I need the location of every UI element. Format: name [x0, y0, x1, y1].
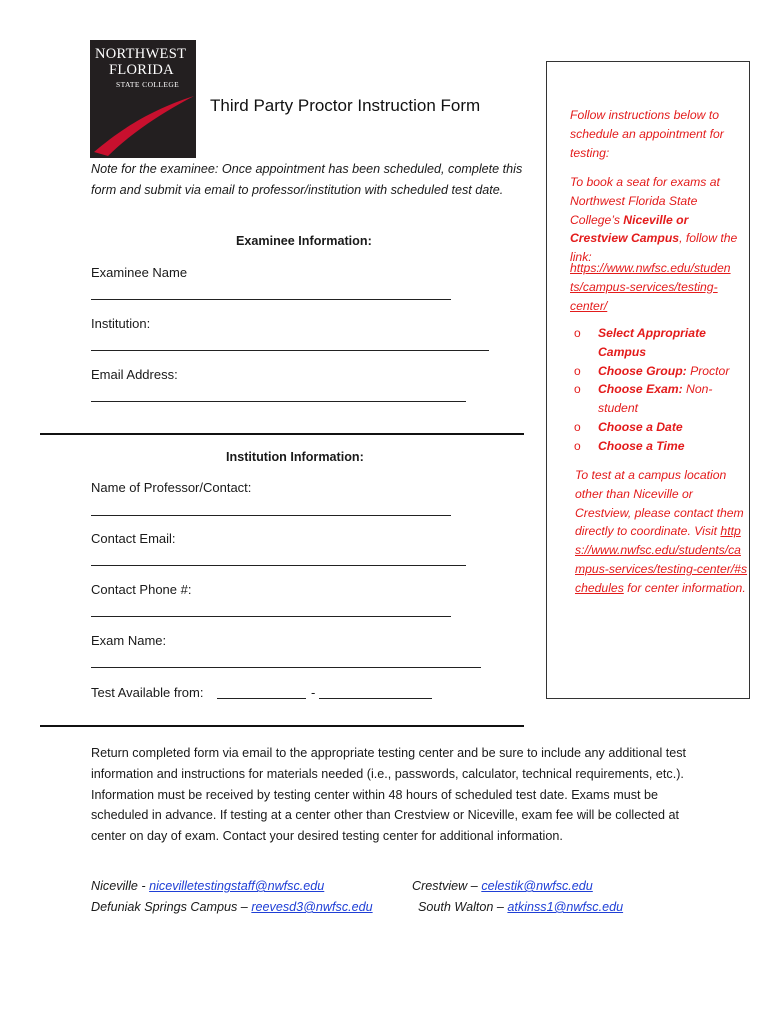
step-bold-text: Choose a Date — [598, 419, 683, 434]
section-divider — [40, 433, 524, 435]
booking-campus: Niceville or Crestview Campus — [570, 212, 689, 246]
list-item — [574, 418, 744, 437]
list-item — [574, 362, 744, 381]
contact-campus: Crestview — [412, 879, 468, 893]
institution-field[interactable] — [91, 350, 489, 351]
testing-center-link-line-1[interactable]: https://www.nwfsc.edu/studen — [570, 261, 731, 275]
contact-email-label: Contact Email: — [91, 531, 176, 546]
email-address-field[interactable] — [91, 401, 466, 402]
list-bullet: o — [574, 438, 581, 453]
contact-separator: – — [493, 900, 508, 914]
section-divider — [40, 725, 524, 727]
form-title: Third Party Proctor Instruction Form — [210, 96, 481, 115]
testing-center-link[interactable] — [570, 259, 750, 315]
contact-email-field[interactable] — [91, 565, 466, 566]
contact-separator: - — [137, 879, 150, 893]
list-bullet: o — [574, 419, 581, 434]
list-item — [574, 324, 744, 362]
booking-instructions — [570, 173, 748, 267]
test-available-separator: - — [311, 685, 316, 700]
logo-line-3: STATE COLLEGE — [116, 80, 180, 89]
instructions-intro: Follow instructions below to schedule an appointment for testing: — [570, 108, 724, 160]
contact-campus: Niceville — [91, 879, 138, 893]
step-text: Non-student — [598, 382, 713, 416]
list-item — [574, 437, 744, 456]
examinee-section-heading: Examinee Information: — [236, 234, 372, 248]
contact-phone-label: Contact Phone #: — [91, 582, 192, 597]
contact-campus: South Walton — [418, 900, 494, 914]
return-instructions: Return completed form via email to the appropriate testing center and be sure to include any additional test information and instructions for materials needed (i.e., passwords, calculator, technical requirements, etc.). Information must be received by testing center within 48 hours of scheduled test date. Exams must be scheduled in advance. If testing at a center other than Crestview or Niceville, exam fee will be collected at center on day of exam. Contact your desired testing center for additional information. — [91, 746, 687, 844]
logo-line-1: NORTHWEST — [95, 46, 187, 62]
examinee-name-field[interactable] — [91, 299, 451, 300]
contact-email-link[interactable]: reevesd3@nwfsc.edu — [251, 900, 373, 914]
contact-defuniak-springs — [91, 900, 373, 914]
list-bullet: o — [574, 382, 581, 397]
institution-section-heading: Institution Information: — [226, 450, 364, 464]
examinee-name-label: Examinee Name — [91, 265, 188, 280]
step-bold-text: Choose Exam: — [598, 382, 683, 397]
institution-label: Institution: — [91, 316, 151, 331]
test-available-label: Test Available from: — [91, 685, 204, 700]
contact-niceville — [91, 879, 324, 893]
exam-name-field[interactable] — [91, 667, 481, 668]
logo-line-2: FLORIDA — [109, 62, 174, 78]
testing-center-link-line-2[interactable]: ts/campus-services/testing- — [570, 279, 718, 294]
step-bold-text: Choose Group: — [598, 363, 687, 378]
professor-contact-label: Name of Professor/Contact: — [91, 480, 252, 495]
contact-crestview — [412, 879, 593, 893]
professor-contact-field[interactable] — [91, 515, 451, 516]
examinee-note: Note for the examinee: Once appointment has been scheduled, complete this form and submit via email to professor/institution with scheduled test date. — [91, 162, 523, 197]
contact-email-link[interactable]: celestik@nwfsc.edu — [481, 879, 593, 893]
logo-swoosh-icon — [90, 90, 196, 158]
contact-separator: – — [467, 879, 482, 893]
other-location-prefix: To test at a campus location other than Niceville or Crestview, please contact them directly to coordinate. Visit — [575, 468, 744, 539]
email-address-label: Email Address: — [91, 367, 178, 382]
schedules-link[interactable]: https://www.nwfsc.edu/students/campus-services/testing-center/#schedules — [575, 524, 748, 595]
list-bullet: o — [574, 363, 581, 378]
contact-separator: – — [237, 900, 252, 914]
contact-email-link[interactable]: atkinss1@nwfsc.edu — [507, 900, 624, 914]
step-bold-text: Choose a Time — [598, 438, 685, 453]
other-location-suffix: for center information. — [623, 580, 746, 595]
other-location-instructions — [575, 466, 751, 598]
college-logo — [90, 40, 196, 158]
contact-campus: Defuniak Springs Campus — [91, 900, 238, 914]
test-available-from-field[interactable] — [217, 698, 306, 699]
list-item — [574, 380, 744, 418]
step-bold-text: Select Appropriate Campus — [598, 326, 706, 359]
contact-phone-field[interactable] — [91, 616, 451, 617]
booking-steps-list — [574, 324, 744, 456]
testing-center-link-line-3[interactable]: center/ — [570, 298, 608, 313]
booking-suffix: , follow the link: — [570, 231, 738, 265]
test-available-to-field[interactable] — [319, 698, 432, 699]
list-bullet: o — [574, 326, 581, 340]
booking-prefix: To book a seat for exams at Northwest Florida State College’s — [570, 175, 720, 227]
contact-email-link[interactable]: nicevilletestingstaff@nwfsc.edu — [149, 879, 325, 893]
step-text: Proctor — [686, 363, 730, 378]
contact-south-walton — [418, 900, 623, 914]
exam-name-label: Exam Name: — [91, 633, 167, 648]
